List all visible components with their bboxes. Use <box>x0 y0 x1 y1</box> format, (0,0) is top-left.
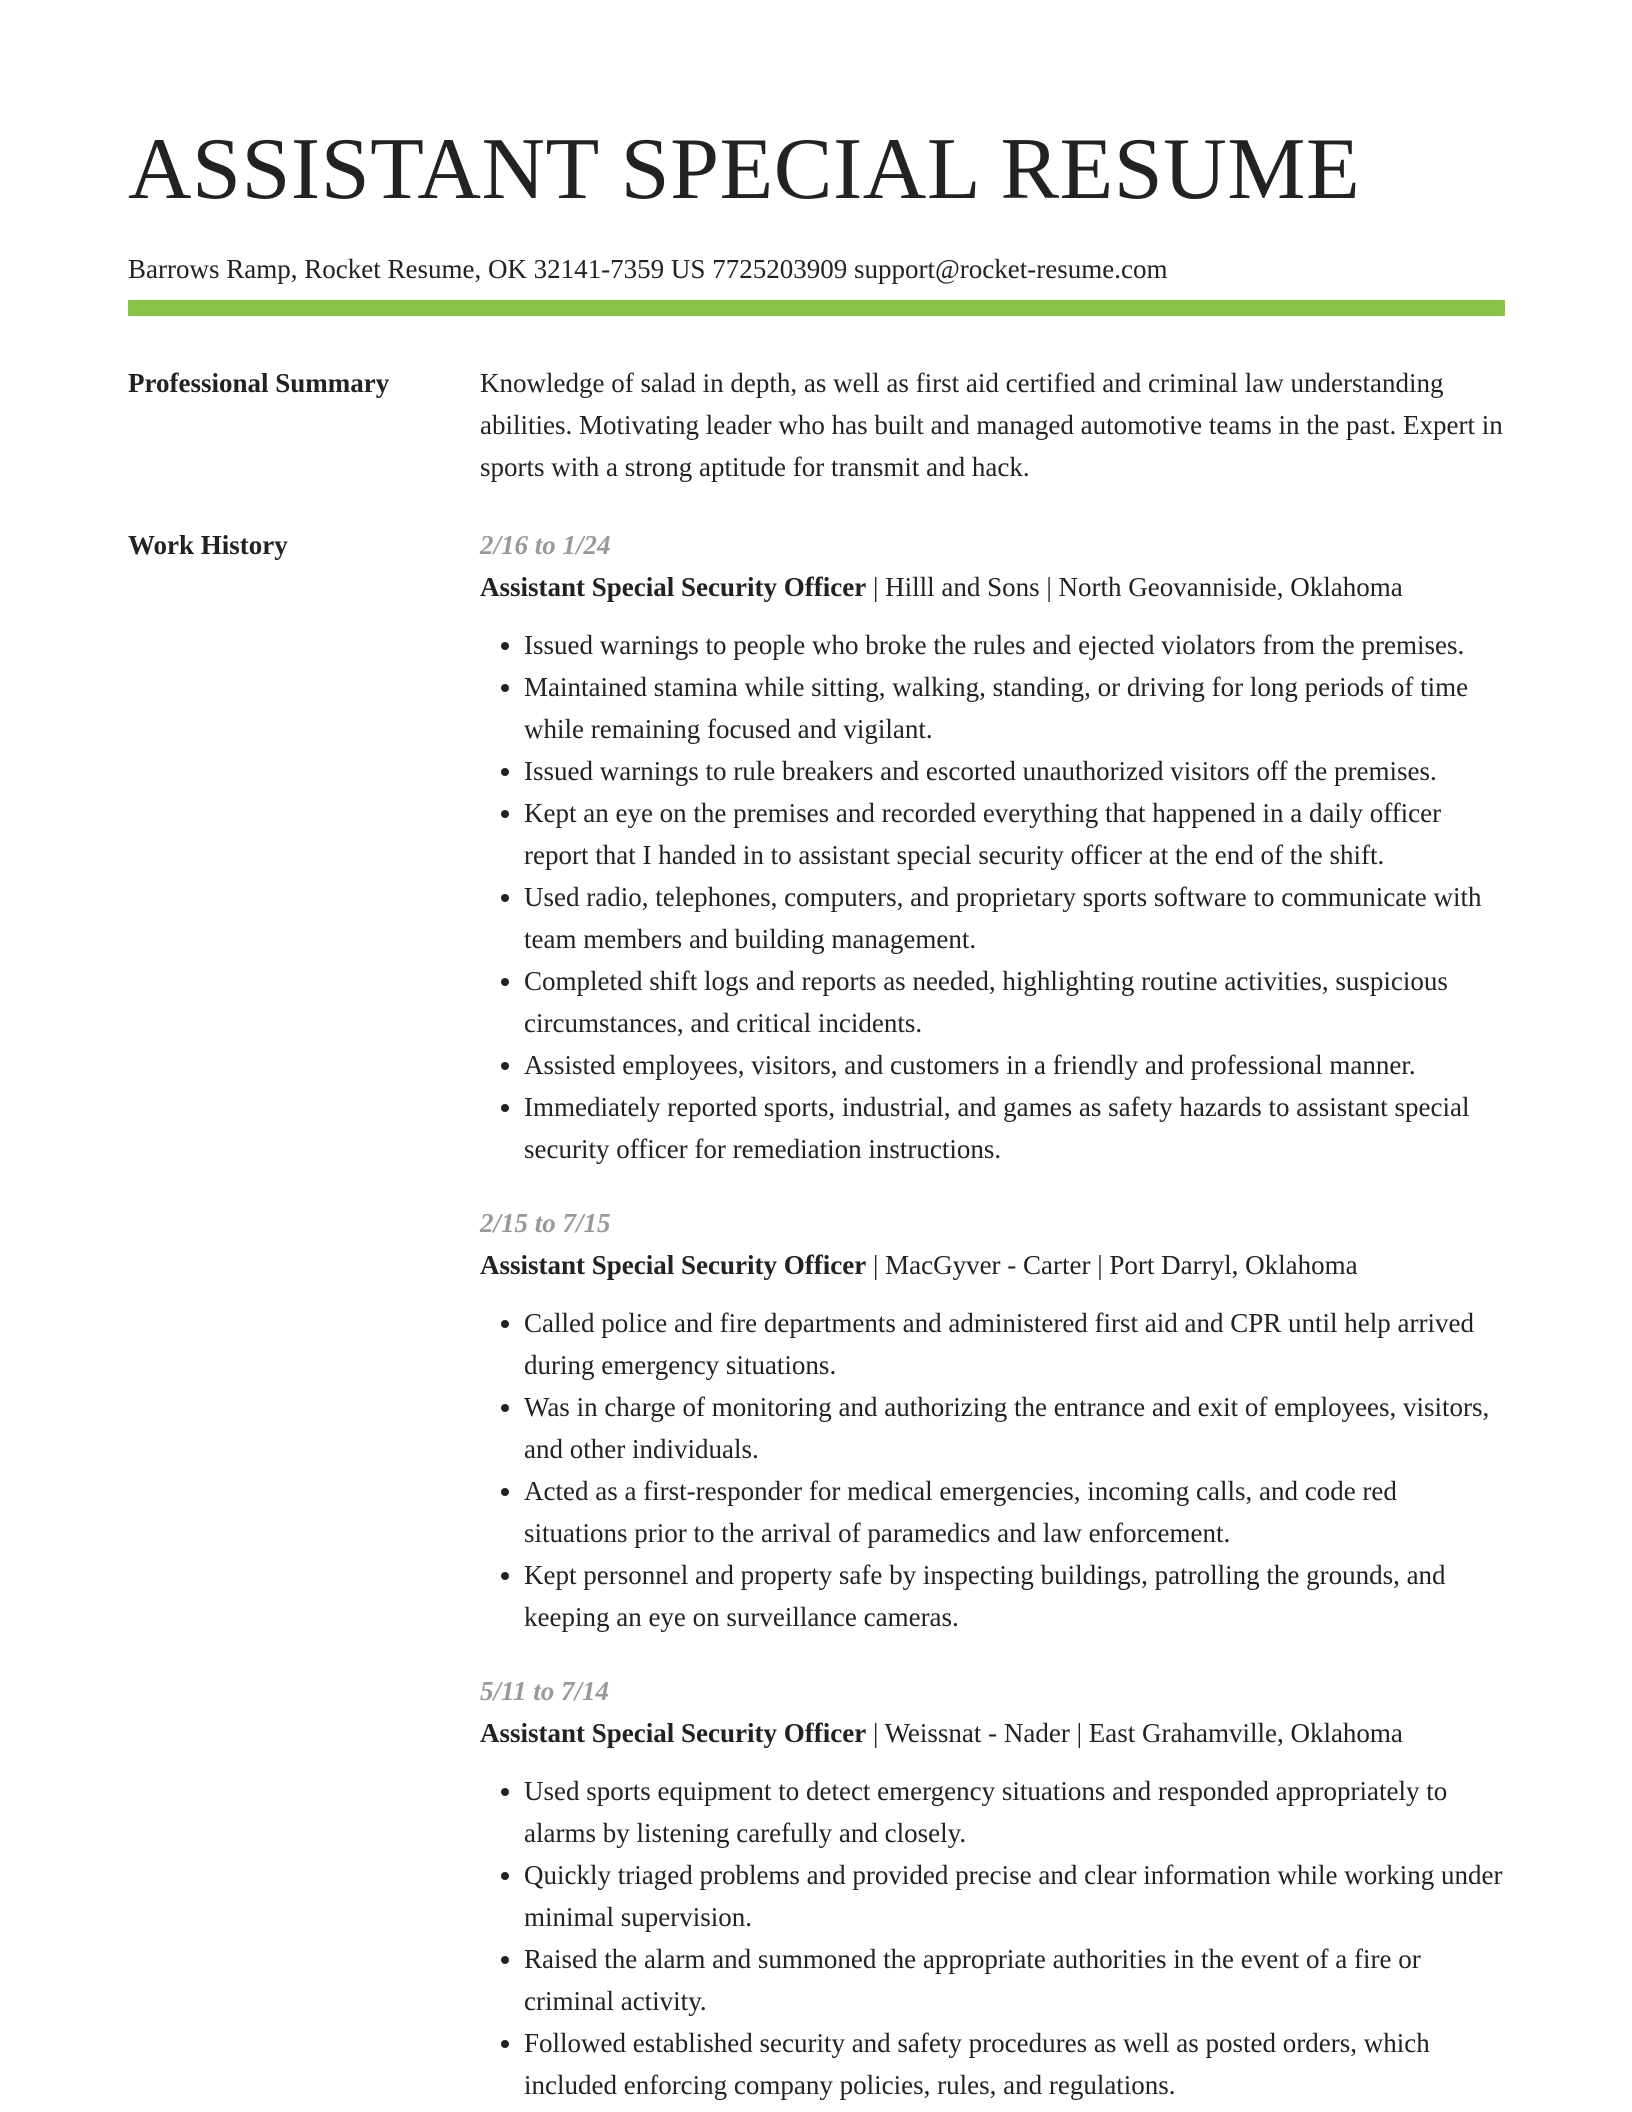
resume-page <box>128 0 1505 2106</box>
professional-summary-section <box>128 364 1505 488</box>
list-item: • Raised the alarm and summoned the appropriate authorities in the event of a fire or criminal activity. <box>524 1938 1505 2022</box>
resume-name: ASSISTANT SPECIAL RESUME <box>128 121 1361 218</box>
list-item: • Used sports equipment to detect emergency situations and responded appropriately to alarms by listening carefully and closely. <box>524 1770 1505 1854</box>
job-bullets <box>480 1770 1505 2106</box>
job-details: | MacGyver - Carter | Port Darryl, Oklahoma <box>866 1250 1358 1280</box>
list-item: • Issued warnings to people who broke the rules and ejected violators from the premises. <box>524 624 1505 666</box>
list-item: • Acted as a first-responder for medical emergencies, incoming calls, and code red situations prior to the arrival of paramedics and law enforcement. <box>524 1470 1505 1554</box>
job-heading <box>480 1712 1505 1754</box>
list-item: • Used radio, telephones, computers, and proprietary sports software to communicate with team members and building management. <box>524 876 1505 960</box>
section-title: Work History <box>128 530 288 560</box>
section-title: Professional Summary <box>128 368 390 398</box>
list-item: • Was in charge of monitoring and authorizing the entrance and exit of employees, visitors, and other individuals. <box>524 1386 1505 1470</box>
list-item: • Called police and fire departments and administered first aid and CPR until help arrived during emergency situations. <box>524 1302 1505 1386</box>
job-title: Assistant Special Security Officer <box>480 572 867 602</box>
job-dates: 2/15 to 7/15 <box>480 1208 611 1238</box>
job-entry <box>480 1202 1505 1638</box>
list-item: • Issued warnings to rule breakers and escorted unauthorized visitors off the premises. <box>524 750 1505 792</box>
job-details: | Hilll and Sons | North Geovanniside, Oklahoma <box>866 572 1403 602</box>
job-entry <box>480 524 1505 1170</box>
job-bullets <box>480 1302 1505 1638</box>
job-heading <box>480 1244 1505 1286</box>
contact-line: Barrows Ramp, Rocket Resume, OK 32141-7359 US 7725203909 support@rocket-resume.com <box>128 254 1168 284</box>
summary-text: Knowledge of salad in depth, as well as first aid certified and criminal law understanding abilities. Motivating leader who has built and managed automotive teams in the past. Expert in sports with a strong aptitude for transmit and hack. <box>480 368 1503 482</box>
job-entry <box>480 1670 1505 2106</box>
list-item: • Assisted employees, visitors, and customers in a friendly and professional manner. <box>524 1044 1505 1086</box>
job-list <box>480 526 1505 2106</box>
list-item: • Quickly triaged problems and provided precise and clear information while working under minimal supervision. <box>524 1854 1505 1938</box>
job-title: Assistant Special Security Officer <box>480 1718 867 1748</box>
list-item: • Immediately reported sports, industrial, and games as safety hazards to assistant special security officer for remediation instructions. <box>524 1086 1505 1170</box>
job-details: | Weissnat - Nader | East Grahamville, Oklahoma <box>866 1718 1403 1748</box>
job-dates: 2/16 to 1/24 <box>480 530 611 560</box>
list-item: • Followed established security and safety procedures as well as posted orders, which included enforcing company policies, rules, and regulations. <box>524 2022 1505 2106</box>
list-item: • Maintained stamina while sitting, walking, standing, or driving for long periods of time while remaining focused and vigilant. <box>524 666 1505 750</box>
work-history-section <box>128 526 1505 2106</box>
list-item: • Kept personnel and property safe by inspecting buildings, patrolling the grounds, and keeping an eye on surveillance cameras. <box>524 1554 1505 1638</box>
job-title: Assistant Special Security Officer <box>480 1250 867 1280</box>
list-item: • Completed shift logs and reports as needed, highlighting routine activities, suspicious circumstances, and critical incidents. <box>524 960 1505 1044</box>
job-bullets <box>480 624 1505 1170</box>
accent-divider <box>128 300 1505 316</box>
list-item: • Kept an eye on the premises and recorded everything that happened in a daily officer report that I handed in to assistant special security officer at the end of the shift. <box>524 792 1505 876</box>
job-dates: 5/11 to 7/14 <box>480 1676 610 1706</box>
job-heading <box>480 566 1505 608</box>
